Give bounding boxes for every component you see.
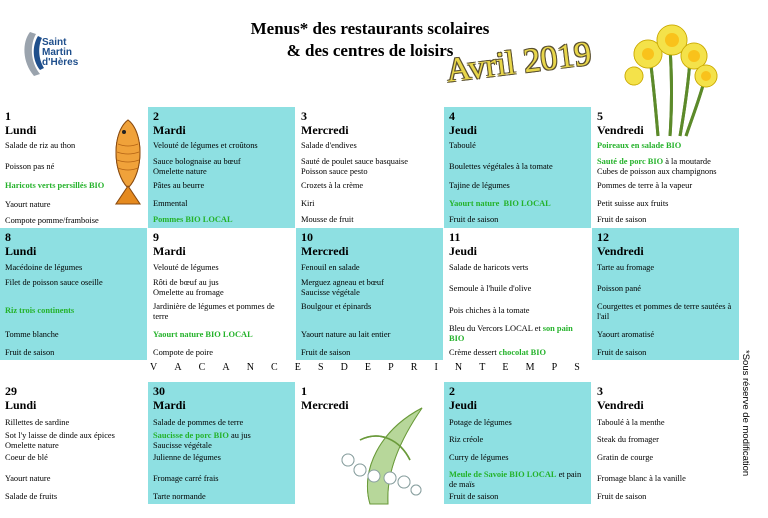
menu-item: Pommes de terre à la vapeur <box>597 181 693 190</box>
vacation-letter: M <box>525 362 545 373</box>
menu-item: Sauce bolognaise au bœuf <box>153 157 241 166</box>
day-name: Lundi <box>5 398 37 412</box>
menu-item: Fruit de saison <box>597 215 647 224</box>
menu-item: Poireaux en salade BIO <box>597 141 682 150</box>
menu-item: Velouté de légumes et croûtons <box>153 141 258 150</box>
vacation-banner <box>150 362 590 373</box>
daffodil-illustration-overlay <box>620 18 720 138</box>
menu-item: Curry de légumes <box>449 453 509 462</box>
day-number: 3 <box>597 384 603 398</box>
day-name: Vendredi <box>597 398 644 412</box>
vacation-letter: N <box>454 362 473 373</box>
menu-item: Fruit de saison <box>301 348 351 357</box>
day-number: 5 <box>597 109 603 123</box>
menu-item-part: Bleu du Vercors LOCAL et <box>449 324 541 333</box>
menu-item: Boulgour et épinards <box>301 302 372 311</box>
menu-item: Pois chiches à la tomate <box>449 306 530 315</box>
menu-item: Omelette nature <box>5 441 59 450</box>
menu-item: Julienne de légumes <box>153 453 221 462</box>
day-name: Vendredi <box>597 244 644 258</box>
menu-item: Rillettes de sardine <box>5 418 70 427</box>
day-number: 3 <box>301 109 307 123</box>
day-cell-apr-30 <box>148 382 295 504</box>
menu-item: Filet de poisson sauce oseille <box>5 278 103 287</box>
menu-item: Mousse de fruit <box>301 215 354 224</box>
menu-item: Fruit de saison <box>597 492 647 501</box>
menu-item-part: et pain de maïs <box>449 470 582 489</box>
menu-item: Cubes de poisson aux champignons <box>597 167 717 176</box>
logo <box>16 28 84 80</box>
day-cell-apr-11 <box>444 228 591 360</box>
menu-item: Tarte au fromage <box>597 263 655 272</box>
day-name: Jeudi <box>449 398 478 412</box>
menu-item: Omelette nature <box>153 167 207 176</box>
vacation-letter: S <box>574 362 590 373</box>
vacation-letter: E <box>364 362 381 373</box>
day-cell-apr-29 <box>0 382 147 504</box>
day-number: 4 <box>449 109 455 123</box>
day-number: 11 <box>449 230 461 244</box>
menu-item: Salade de fruits <box>5 492 58 501</box>
menu-item: Compote pomme/framboise <box>5 216 99 225</box>
menu-item: Fromage carré frais <box>153 474 219 483</box>
menu-item <box>449 199 551 209</box>
vacation-letter: E <box>502 362 519 373</box>
menu-item: Steak du fromager <box>597 435 659 444</box>
menu-item: Crozets à la crème <box>301 181 364 190</box>
day-number: 9 <box>153 230 159 244</box>
disclaimer-text: *Sous réserve de modification <box>740 350 751 477</box>
menu-item: Fruit de saison <box>597 348 647 357</box>
vacation-letter: E <box>294 362 311 373</box>
day-number: 2 <box>153 109 159 123</box>
menu-item: Boulettes végétales à la tomate <box>449 162 553 171</box>
menu-item: Yaourt nature BIO LOCAL <box>153 330 253 339</box>
menu-item <box>449 348 591 358</box>
menu-item <box>449 470 587 490</box>
menu-item: Pommes BIO LOCAL <box>153 215 233 224</box>
day-name: Vendredi <box>597 123 644 137</box>
menu-item: Poisson pané <box>597 284 641 293</box>
vacation-letter: D <box>340 362 358 373</box>
menu-item: Courgettes et pommes de terre sautées à l'ail <box>597 302 732 321</box>
menu-item-part: BIO LOCAL <box>503 199 551 208</box>
menu-item: Tarte normande <box>153 492 206 501</box>
menu-item-part: Saucisse de porc BIO <box>153 431 229 440</box>
day-name: Mercredi <box>301 398 349 412</box>
menu-item: Poisson sauce pesto <box>301 167 368 176</box>
vacation-letter: T <box>479 362 496 373</box>
vacation-letter: V <box>150 362 168 373</box>
logo-line3: d'Hères <box>42 57 79 68</box>
day-cell-apr-10 <box>296 228 443 360</box>
menu-item: Saucisse végétale <box>301 288 360 297</box>
logo-line2: Martin <box>42 47 72 58</box>
menu-item: Yaourt nature <box>5 200 51 209</box>
day-name: Mardi <box>153 398 186 412</box>
fish-illustration-overlay <box>108 118 148 206</box>
day-cell-may-3 <box>592 382 739 504</box>
menu-item: Yaourt nature <box>5 474 51 483</box>
menu-item-part: Yaourt nature <box>449 199 500 208</box>
vacation-letter: C <box>271 362 288 373</box>
vacation-letter: N <box>246 362 264 373</box>
menu-item: Taboulé <box>449 141 476 150</box>
day-number: 30 <box>153 384 165 398</box>
menu-item: Jardinière de légumes et pommes de terre <box>153 302 275 321</box>
menu-item: Sot l'y laisse de dinde aux épices <box>5 431 115 440</box>
menu-item-part: Crème dessert <box>449 348 497 357</box>
vacation-letter: S <box>317 362 334 373</box>
vacation-letter: P <box>388 362 404 373</box>
day-cell-apr-2 <box>148 107 295 228</box>
logo-line1: Saint <box>42 37 67 48</box>
day-name: Mardi <box>153 244 186 258</box>
menu-item: Salade de riz au thon <box>5 141 76 150</box>
menu-item: Potage de légumes <box>449 418 512 427</box>
disclaimer <box>740 350 763 500</box>
menu-item: Haricots verts persillés BIO <box>5 181 105 190</box>
day-cell-may-2 <box>444 382 591 504</box>
menu-item: Pâtes au beurre <box>153 181 205 190</box>
day-cell-apr-8 <box>0 228 147 360</box>
day-name: Lundi <box>5 244 37 258</box>
menu-item: Fenouil en salade <box>301 263 360 272</box>
day-number: 10 <box>301 230 313 244</box>
menu-item: Tomme blanche <box>5 330 59 339</box>
menu-item: Salade de pommes de terre <box>153 418 244 427</box>
day-number: 29 <box>5 384 17 398</box>
menu-item-part: à la moutarde <box>665 157 711 166</box>
menu-item-part: au jus <box>231 431 251 440</box>
menu-item: Yaourt aromatisé <box>597 330 655 339</box>
vacation-letter: A <box>222 362 240 373</box>
day-name: Lundi <box>5 123 37 137</box>
day-number: 8 <box>5 230 11 244</box>
menu-item <box>449 324 585 344</box>
menu-item: Yaourt nature au lait entier <box>301 330 391 339</box>
menu-item: Fruit de saison <box>5 348 55 357</box>
menu-item: Compote de poire <box>153 348 214 357</box>
menu-item: Fruit de saison <box>449 215 499 224</box>
day-name: Mardi <box>153 123 186 137</box>
vacation-letter: A <box>174 362 192 373</box>
menu-item: Salade de haricots verts <box>449 263 529 272</box>
menu-item-part: chocolat BIO <box>498 348 547 357</box>
menu-item: Emmental <box>153 199 188 208</box>
menu-item: Petit suisse aux fruits <box>597 199 669 208</box>
day-number: 12 <box>597 230 609 244</box>
menu-item-part: Meule de Savoie BIO LOCAL <box>449 470 557 479</box>
vacation-letter: C <box>198 362 216 373</box>
day-cell-apr-9 <box>148 228 295 360</box>
day-cell-apr-4 <box>444 107 591 228</box>
menu-item: Merguez agneau et bœuf <box>301 278 384 287</box>
menu-item: Riz trois continents <box>5 306 75 315</box>
menu-item: Salade d'endives <box>301 141 357 150</box>
day-cell-apr-3 <box>296 107 443 228</box>
month-label: Avril 2019 <box>444 35 594 90</box>
menu-item: Kiri <box>301 199 315 208</box>
vacation-letter: P <box>551 362 568 373</box>
menu-item: Omelette au fromage <box>153 288 224 297</box>
menu-item <box>153 431 295 441</box>
day-cell-apr-12 <box>592 228 739 360</box>
menu-item: Velouté de légumes <box>153 263 219 272</box>
menu-item: Taboulé à la menthe <box>597 418 665 427</box>
vacation-letter: I <box>434 362 448 373</box>
menu-item: Tajine de légumes <box>449 181 510 190</box>
menu-item: Sauté de poulet sauce basquaise <box>301 157 408 166</box>
menu-item: Fromage blanc à la vanille <box>597 474 686 483</box>
menu-item: Rôti de bœuf au jus <box>153 278 219 287</box>
menu-item: Poisson pas né <box>5 162 55 171</box>
menu-item: Coeur de blé <box>5 453 48 462</box>
menu-item: Saucisse végétale <box>153 441 212 450</box>
day-name: Jeudi <box>449 244 478 258</box>
vacation-letter: R <box>410 362 428 373</box>
title-line2: & des centres de loisirs <box>286 41 454 60</box>
day-name: Mercredi <box>301 123 349 137</box>
day-name: Jeudi <box>449 123 478 137</box>
day-name: Mercredi <box>301 244 349 258</box>
menu-item: Fruit de saison <box>449 492 499 501</box>
day-number: 2 <box>449 384 455 398</box>
day-number: 1 <box>5 109 11 123</box>
menu-item-part: Sauté de porc BIO <box>597 157 664 166</box>
title-line1: Menus* des restaurants scolaires <box>250 19 490 38</box>
menu-item: Semoule à l'huile d'olive <box>449 284 532 293</box>
menu-item-part: son pain BIO <box>449 324 573 343</box>
menu-item: Riz créole <box>449 435 484 444</box>
menu-item: Macédoine de légumes <box>5 263 83 272</box>
lily-illustration-overlay <box>330 400 440 508</box>
menu-item <box>597 157 739 167</box>
menu-item: Gratin de courge <box>597 453 654 462</box>
day-number: 1 <box>301 384 307 398</box>
